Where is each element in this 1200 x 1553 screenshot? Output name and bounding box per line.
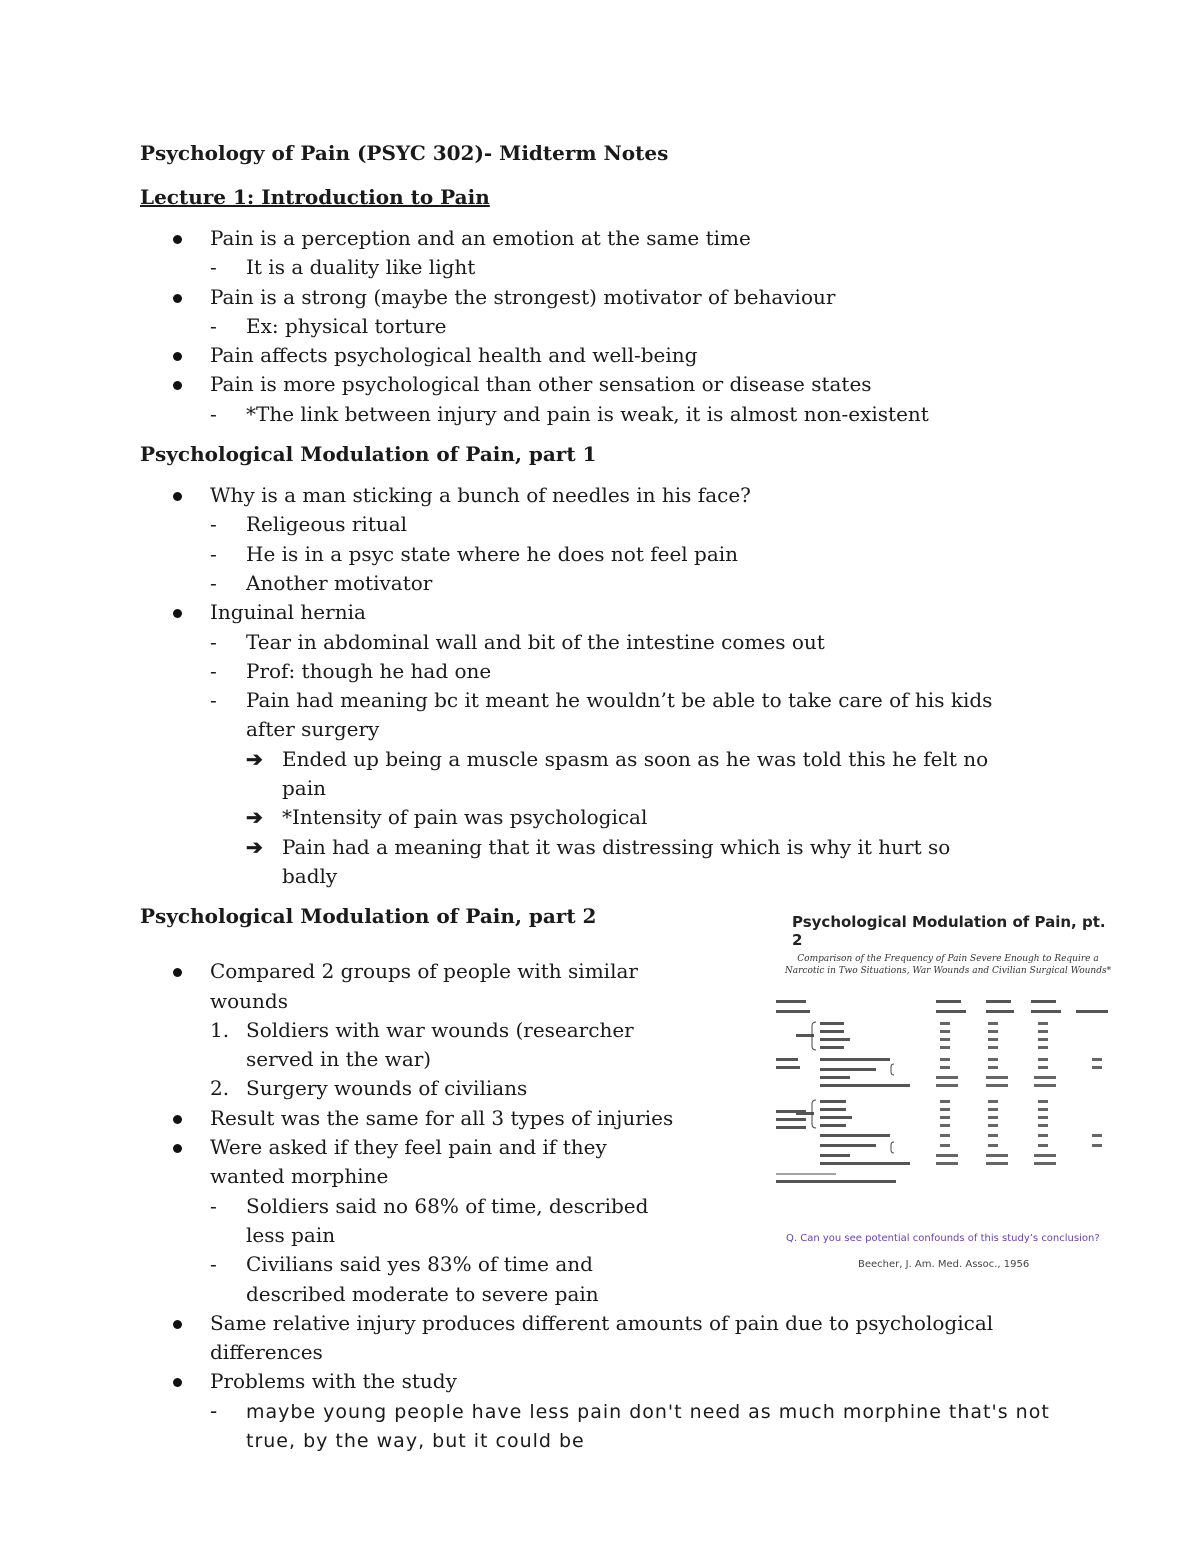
study-figure <box>700 905 1120 1275</box>
bullet-icon <box>173 1378 182 1387</box>
bullet-icon <box>173 352 182 361</box>
list-item: Pain is a strong (maybe the strongest) motivator of behaviour - Ex: physical torture <box>140 283 1080 342</box>
sub-item: - It is a duality like light <box>210 255 476 280</box>
list-item: Pain is more psychological than other sensation or disease states - *The link between injury and pain is weak, it is almost non-existent <box>140 370 1080 429</box>
list-item: Inguinal hernia - Tear in abdominal wall and bit of the intestine comes out - Prof: though he had one - Pain had meaning bc it meant he wouldn’t be able to take care of his kids after surgery ➔ Ended up being a muscle spasm as soon as he was told this he felt no pain ➔ *Intensity of pain was psychological ➔ Pain had a meaning that it was distressing which is why it hurt so badly <box>140 598 1080 891</box>
bullet-icon <box>173 1144 182 1153</box>
bullet-icon <box>173 1115 182 1124</box>
sub-item: - maybe young people have less pain don't need as much morphine that's not true, by the way, but it could be <box>210 1398 1050 1452</box>
bullet-icon <box>173 492 182 501</box>
sub-item: - Tear in abdominal wall and bit of the intestine comes out <box>210 629 825 654</box>
sub-item: - Another motivator <box>210 570 433 595</box>
list-item: Pain affects psychological health and well-being <box>140 341 1080 370</box>
figure-title: Psychological Modulation of Pain, pt. 2 <box>792 913 1106 949</box>
bullet-icon <box>173 294 182 303</box>
sub-item: - Ex: physical torture <box>210 313 447 338</box>
figure-source: Beecher, J. Am. Med. Assoc., 1956 <box>858 1259 1030 1270</box>
figure-caption: Comparison of the Frequency of Pain Severe Enough to Require a Narcotic in Two Situations, War Wounds and Civilian Surgical Wounds* <box>784 954 1112 976</box>
sub-item: - Religeous ritual <box>210 512 408 537</box>
figure-table-image <box>776 1000 1118 1205</box>
document-title: Psychology of Pain (PSYC 302)- Midterm Notes <box>140 141 669 165</box>
arrow-item: ➔ Pain had a meaning that it was distressing which is why it hurt so badly <box>246 834 951 888</box>
part-1-heading: Psychological Modulation of Pain, part 1 <box>140 442 597 467</box>
part-1-list <box>140 481 1080 891</box>
sub-item: - Prof: though he had one <box>210 658 492 683</box>
bullet-icon <box>173 235 182 244</box>
sub-item: - Pain had meaning bc it meant he wouldn’t be able to take care of his kids after surgery ➔ Ended up being a muscle spasm as soon as he was told this he felt no pain ➔ *Intensity of pain was psychological ➔ Pain had a meaning that it was distressing which is why it hurt so badly <box>210 686 1006 891</box>
arrow-right-icon: ➔ <box>246 805 263 830</box>
numbered-item: 1. Soldiers with war wounds (researcher served in the war) <box>210 1017 634 1072</box>
arrow-right-icon: ➔ <box>246 746 263 771</box>
bullet-icon <box>173 968 182 977</box>
part-2-heading: Psychological Modulation of Pain, part 2 <box>140 904 597 929</box>
list-item: Result was the same for all 3 types of injuries <box>140 1104 1080 1133</box>
figure-question: Q. Can you see potential confounds of this study’s conclusion? <box>786 1233 1100 1244</box>
list-item: Problems with the study - maybe young people have less pain don't need as much morphine that's not true, by the way, but it could be <box>140 1367 1080 1455</box>
sub-item: - Civilians said yes 83% of time and described moderate to severe pain <box>210 1252 599 1306</box>
lecture-1-heading: Lecture 1: Introduction to Pain <box>140 185 490 209</box>
list-item: Compared 2 groups of people with similar wounds 1. Soldiers with war wounds (researcher served in the war) 2. Surgery wounds of civilians <box>140 957 650 1103</box>
lecture-1-list <box>140 224 1080 429</box>
arrow-item: ➔ Ended up being a muscle spasm as soon as he was told this he felt no pain <box>246 746 989 801</box>
list-item: Same relative injury produces different amounts of pain due to psychological differences <box>140 1309 1080 1368</box>
sub-item: - *The link between injury and pain is weak, it is almost non-existent <box>210 401 929 426</box>
bullet-icon <box>173 1320 182 1329</box>
sub-item: - He is in a psyc state where he does not feel pain <box>210 541 739 566</box>
numbered-item: 2. Surgery wounds of civilians <box>210 1076 528 1101</box>
list-item: Why is a man sticking a bunch of needles in his face? - Religeous ritual - He is in a psyc state where he does not feel pain - Another motivator <box>140 481 1080 598</box>
list-item: Pain is a perception and an emotion at the same time - It is a duality like light <box>140 224 1080 283</box>
bullet-icon <box>173 609 182 618</box>
arrow-item: ➔ *Intensity of pain was psychological <box>246 803 1006 832</box>
list-item: Were asked if they feel pain and if they wanted morphine - Soldiers said no 68% of time, described less pain - Civilians said yes 83% of time and described moderate to severe pain <box>140 1133 670 1309</box>
sub-item: - Soldiers said no 68% of time, described less pain <box>210 1193 649 1247</box>
arrow-right-icon: ➔ <box>246 834 263 859</box>
bullet-icon <box>173 381 182 390</box>
